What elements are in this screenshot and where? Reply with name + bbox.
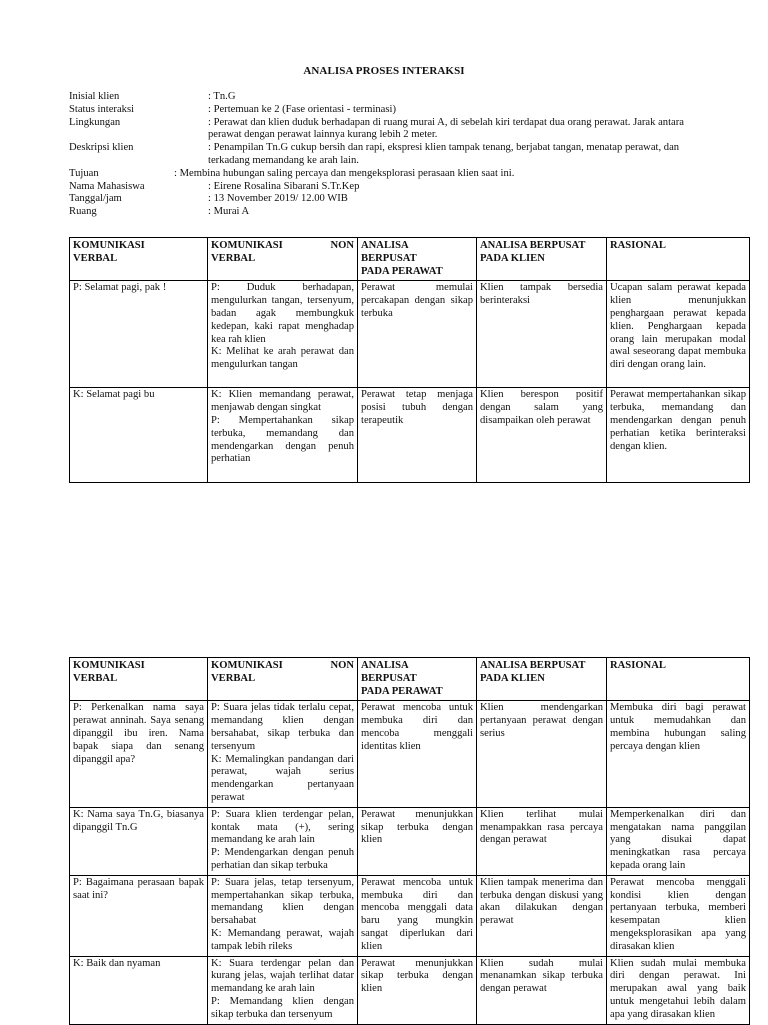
table-row: [70, 875, 750, 956]
cell-nonverbal: P: Duduk berhadapan, mengulurkan tangan, tersenyum, badan agak membungkuk kedepan, kaki rapat menghadap kea rah klien K: Melihat ke arah perawat dan mengulurkan tangan: [208, 281, 358, 388]
cell-nonverbal: K: Suara terdengar pelan dan kurang jelas, wajah terlihat datar memandang ke arah lain P: Memandang klien dengan sikap terbuka dan tersenyum: [208, 956, 358, 1024]
info-row-tujuan: [69, 168, 709, 181]
info-value: : Penampilan Tn.G cukup bersih dan rapi, ekspresi klien tampak tenang, berjabat tangan, menatap perawat, dan terkadang memandang ke arah lain.: [208, 142, 680, 166]
info-row-inisial: [69, 91, 709, 104]
info-label: Lingkungan: [69, 116, 121, 128]
table-row: [70, 281, 750, 388]
info-row-deskripsi: [69, 142, 709, 168]
cell-nonverbal: P: Suara jelas tidak terlalu cepat, memandang klien dengan bersahabat, sikap terbuka dan tersenyum K: Memalingkan pandangan dari perawat, wajah serius mendengarkan pertanyaan perawat: [208, 701, 358, 807]
header-nonverbal: KOMUNIKASI NON VERBAL: [208, 238, 358, 281]
cell-rasional: Perawat mempertahankan sikap terbuka, memandang dan mendengarkan dengan penuh perhatian ketika berinteraksi dengan klien.: [607, 388, 750, 483]
cell-verbal: K: Baik dan nyaman: [70, 956, 208, 1024]
cell-analisa-klien: Klien mendengarkan pertanyaan perawat dengan serius: [477, 701, 607, 807]
cell-rasional: Perawat mencoba menggali kondisi klien dengan pertanyaan terbuka, memberi kesempatan klien mengeksplorasikan apa yang dirasakan klien: [607, 875, 750, 956]
header-verbal: KOMUNIKASI VERBAL: [70, 658, 208, 701]
interaction-table-2: [69, 657, 750, 1025]
table-row: [70, 956, 750, 1024]
cell-analisa-klien: Klien berespon positif dengan salam yang disampaikan oleh perawat: [477, 388, 607, 483]
info-value: : Perawat dan klien duduk berhadapan di ruang murai A, di sebelah kiri terdapat dua orang perawat. Jarak antara perawat dengan perawat lainnya kurang lebih 2 meter.: [208, 116, 684, 141]
document-title: ANALISA PROSES INTERAKSI: [303, 65, 465, 77]
header-rasional: RASIONAL: [607, 238, 750, 281]
header-analisa-klien: ANALISA BERPUSAT PADA KLIEN: [477, 658, 607, 701]
cell-nonverbal: K: Klien memandang perawat, menjawab dengan singkat P: Mempertahankan sikap terbuka, memandang dan mendengarkan dengan penuh perhatian: [208, 388, 358, 483]
cell-nonverbal: P: Suara jelas, tetap tersenyum, mempertahankan sikap terbuka, memandang klien dengan bersahabat K: Memandang perawat, wajah tampak lebih rileks: [208, 875, 358, 956]
cell-analisa-klien: Klien tampak bersedia berinteraksi: [477, 281, 607, 388]
info-row-mahasiswa: [69, 181, 709, 194]
cell-analisa-perawat: Perawat memulai percakapan dengan sikap terbuka: [358, 281, 477, 388]
header-nonverbal: KOMUNIKASI NON VERBAL: [208, 658, 358, 701]
cell-rasional: Membuka diri bagi perawat untuk memudahkan dan membina hubungan saling percaya dengan klien: [607, 701, 750, 807]
table-header-row: [70, 238, 750, 281]
cell-nonverbal: P: Suara klien terdengar pelan, kontak mata (+), sering memandang ke arah lain P: Mendengarkan dengan penuh perhatian dan sikap terbuka: [208, 807, 358, 875]
info-label: Tanggal/jam: [69, 193, 122, 205]
cell-analisa-perawat: Perawat tetap menjaga posisi tubuh dengan terapeutik: [358, 388, 477, 483]
cell-rasional: Memperkenalkan diri dan mengatakan nama panggilan yang disukai dapat meningkatkan rasa percaya kepada orang lain: [607, 807, 750, 875]
header-analisa-perawat: ANALISA BERPUSAT PADA PERAWAT: [358, 658, 477, 701]
cell-rasional: Klien sudah mulai membuka diri dengan perawat. Ini merupakan awal yang baik untuk mengetahui lebih dalam apa yang dirasakan klien: [607, 956, 750, 1024]
cell-verbal: K: Selamat pagi bu: [70, 388, 208, 483]
header-analisa-perawat: ANALISA BERPUSAT PADA PERAWAT: [358, 238, 477, 281]
info-row-ruang: [69, 206, 709, 219]
cell-verbal: P: Perkenalkan nama saya perawat anninah. Saya senang dipanggil ibu iren. Nama bapak siapa dan senang dipanggil apa?: [70, 701, 208, 807]
info-value: : Pertemuan ke 2 (Fase orientasi - terminasi): [208, 103, 396, 115]
info-label: Ruang: [69, 206, 97, 218]
cell-analisa-klien: Klien sudah mulai menanamkan sikap terbuka dengan perawat: [477, 956, 607, 1024]
info-row-lingkungan: [69, 117, 709, 143]
table-row: [70, 807, 750, 875]
header-verbal: KOMUNIKASI VERBAL: [70, 238, 208, 281]
table-row: [70, 388, 750, 483]
info-value: : 13 November 2019/ 12.00 WIB: [208, 193, 348, 205]
info-label: Status interaksi: [69, 103, 135, 115]
cell-verbal: P: Bagaimana perasaan bapak saat ini?: [70, 875, 208, 956]
info-label: Inisial klien: [69, 91, 120, 102]
info-row-status: [69, 104, 709, 117]
info-value: : Tn.G: [208, 91, 236, 102]
cell-verbal: P: Selamat pagi, pak !: [70, 281, 208, 388]
cell-analisa-klien: Klien terlihat mulai menampakkan rasa percaya dengan perawat: [477, 807, 607, 875]
table-row: [70, 701, 750, 807]
cell-analisa-perawat: Perawat menunjukkan sikap terbuka dengan klien: [358, 807, 477, 875]
info-section: [69, 91, 709, 219]
info-row-tanggal: [69, 193, 709, 206]
interaction-table-1: [69, 237, 750, 483]
cell-analisa-perawat: Perawat menunjukkan sikap terbuka dengan klien: [358, 956, 477, 1024]
cell-rasional: Ucapan salam perawat kepada klien menunjukkan penghargaan perawat kepada klien. Penghargaan kepada orang lain merupakan modal awal seseorang dapat membuka diri dengan orang lain.: [607, 281, 750, 388]
info-value: : Eirene Rosalina Sibarani S.Tr.Kep: [208, 180, 360, 192]
cell-analisa-perawat: Perawat mencoba untuk membuka diri dan mencoba menggali data baru yang mungkin sangat diperlukan dari klien: [358, 875, 477, 956]
info-value: : Membina hubungan saling percaya dan mengeksplorasi perasaan klien saat ini.: [174, 167, 515, 179]
info-value: : Murai A: [208, 206, 250, 218]
info-label: Tujuan: [69, 167, 99, 179]
cell-analisa-klien: Klien tampak menerima dan terbuka dengan diskusi yang akan dilakukan dengan perawat: [477, 875, 607, 956]
info-label: Deskripsi klien: [69, 142, 134, 154]
cell-analisa-perawat: Perawat mencoba untuk membuka diri dan mencoba menggali identitas klien: [358, 701, 477, 807]
info-label: Nama Mahasiswa: [69, 180, 145, 192]
header-analisa-klien: ANALISA BERPUSAT PADA KLIEN: [477, 238, 607, 281]
header-rasional: RASIONAL: [607, 658, 750, 701]
table-header-row: [70, 658, 750, 701]
cell-verbal: K: Nama saya Tn.G, biasanya dipanggil Tn.G: [70, 807, 208, 875]
